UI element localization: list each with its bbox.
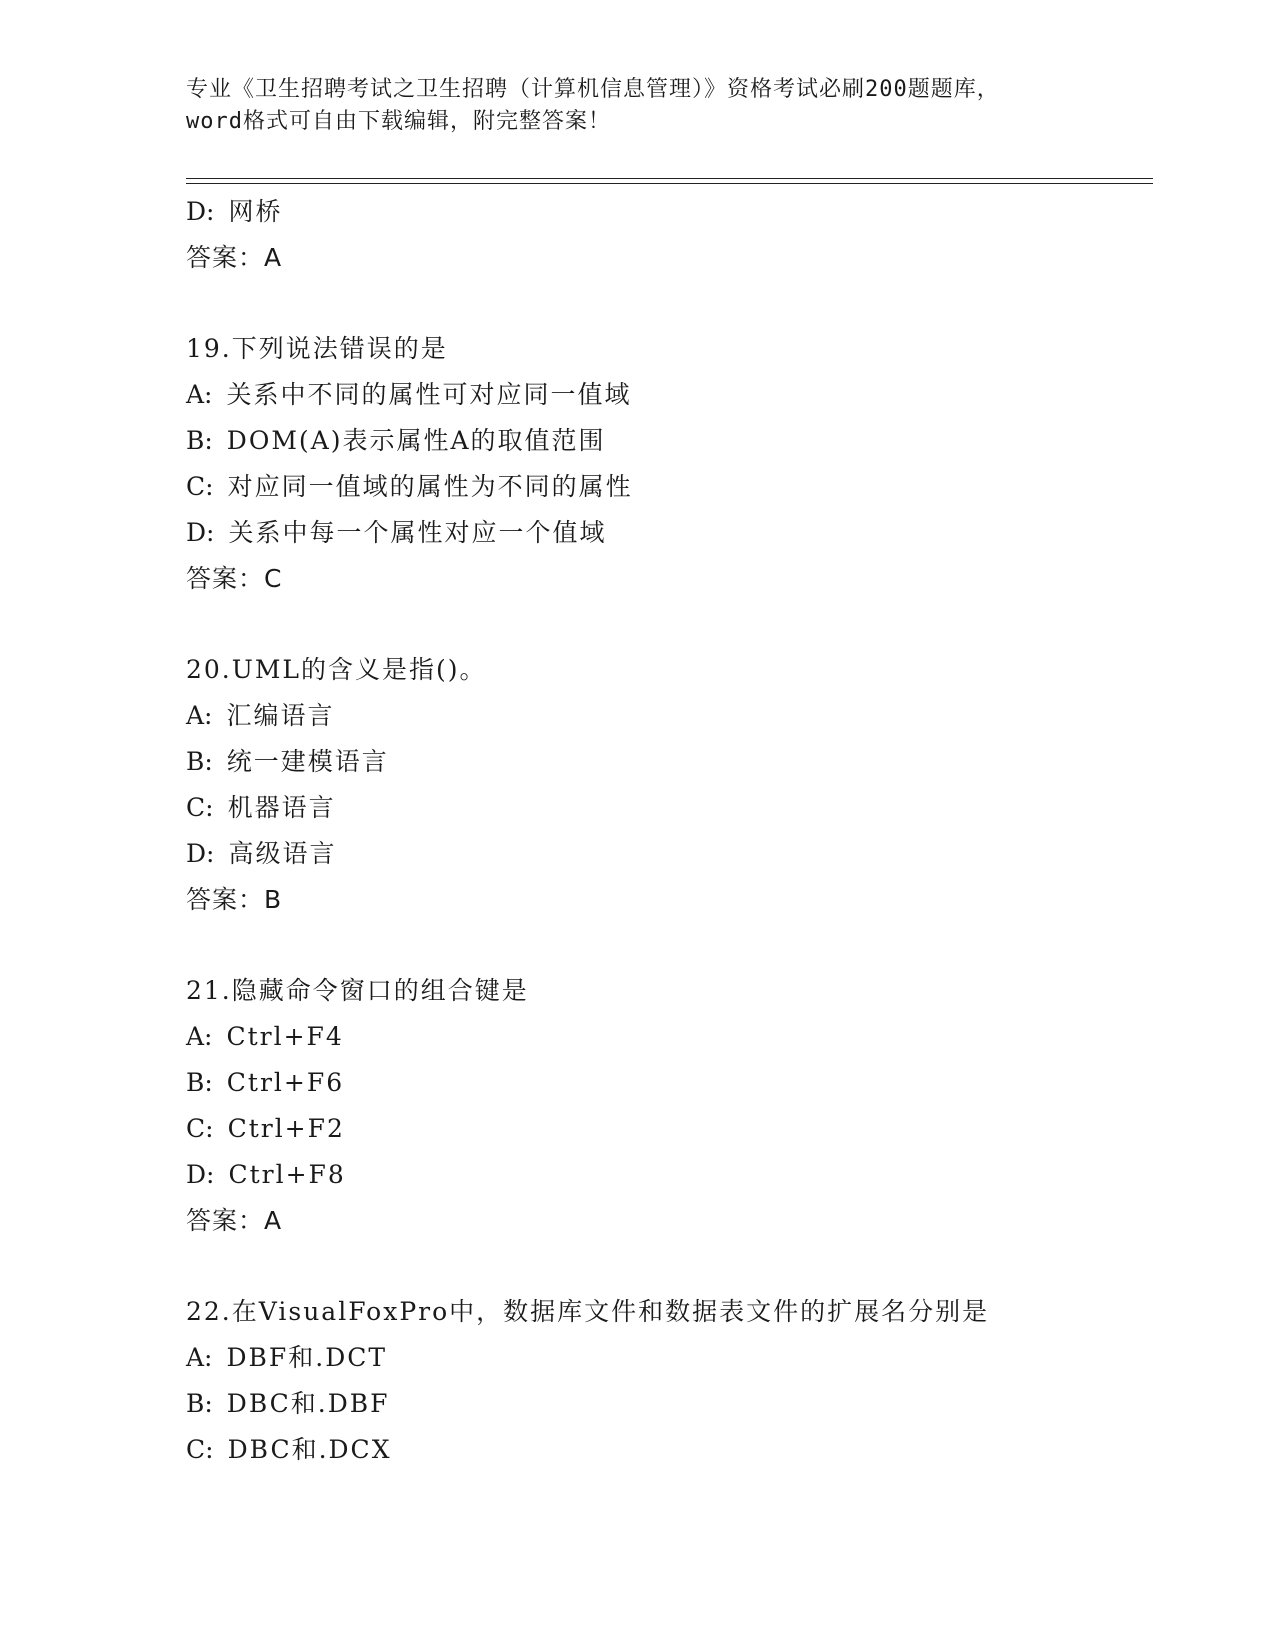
option-item — [186, 510, 1146, 556]
spacer — [186, 281, 1146, 326]
option-label: D: — [186, 518, 215, 547]
option-label: A: — [186, 1022, 213, 1051]
option-text: 机器语言 — [227, 793, 336, 822]
option-text: Ctrl+F4 — [226, 1022, 344, 1051]
option-item — [186, 189, 1146, 235]
header-title-line-1: 专业《卫生招聘考试之卫生招聘（计算机信息管理）》资格考试必刷200题题库， — [186, 77, 1000, 102]
option-item — [186, 372, 1146, 418]
option-label: C: — [186, 1114, 214, 1143]
option-label: C: — [186, 793, 214, 822]
option-label: C: — [186, 472, 214, 501]
option-item — [186, 1152, 1146, 1198]
option-label: B: — [186, 747, 213, 776]
option-text: DBC和.DCX — [227, 1435, 392, 1464]
option-text: 汇编语言 — [226, 701, 335, 730]
option-item — [186, 739, 1146, 785]
header-divider — [186, 178, 1153, 184]
question-stem: 20.UML的含义是指()。 — [186, 655, 487, 684]
option-text: DOM(A)表示属性A的取值范围 — [226, 426, 606, 455]
option-text: Ctrl+F2 — [227, 1114, 345, 1143]
option-item — [186, 464, 1146, 510]
option-text: 网桥 — [228, 197, 283, 226]
answer-line: 答案：C — [186, 564, 283, 593]
question-stem: 22.在VisualFoxPro中，数据库文件和数据表文件的扩展名分别是 — [186, 1297, 990, 1326]
option-label: D: — [186, 1160, 215, 1189]
question-stem: 19.下列说法错误的是 — [186, 334, 448, 363]
answer-line: 答案：A — [186, 243, 283, 272]
answer-line: 答案：B — [186, 885, 283, 914]
option-label: C: — [186, 1435, 214, 1464]
spacer — [186, 602, 1146, 647]
option-item — [186, 418, 1146, 464]
option-label: B: — [186, 1389, 213, 1418]
spacer — [186, 923, 1146, 968]
option-text: DBF和.DCT — [226, 1343, 388, 1372]
option-text: 对应同一值域的属性为不同的属性 — [227, 472, 633, 501]
spacer — [186, 1244, 1146, 1289]
option-label: D: — [186, 197, 215, 226]
option-label: A: — [186, 701, 213, 730]
option-text: Ctrl+F8 — [228, 1160, 346, 1189]
option-label: A: — [186, 1343, 213, 1372]
option-label: D: — [186, 839, 215, 868]
option-item — [186, 1381, 1146, 1427]
option-text: 高级语言 — [228, 839, 337, 868]
option-item — [186, 1427, 1146, 1473]
option-text: 关系中每一个属性对应一个值域 — [228, 518, 607, 547]
answer-line: 答案：A — [186, 1206, 283, 1235]
option-text: Ctrl+F6 — [226, 1068, 345, 1097]
option-item — [186, 831, 1146, 877]
option-text: 关系中不同的属性可对应同一值域 — [226, 380, 632, 409]
option-item — [186, 693, 1146, 739]
option-item — [186, 1060, 1146, 1106]
question-stem: 21.隐藏命令窗口的组合键是 — [186, 976, 529, 1005]
header-title-line-2: word格式可自由下载编辑，附完整答案！ — [186, 109, 611, 134]
option-item — [186, 785, 1146, 831]
option-label: A: — [186, 380, 213, 409]
option-label: B: — [186, 426, 213, 455]
option-item — [186, 1014, 1146, 1060]
option-text: DBC和.DBF — [226, 1389, 390, 1418]
option-label: B: — [186, 1068, 213, 1097]
option-item — [186, 1335, 1146, 1381]
option-text: 统一建模语言 — [226, 747, 389, 776]
option-item — [186, 1106, 1146, 1152]
document-header — [186, 74, 1086, 138]
question-content — [186, 189, 1146, 1473]
